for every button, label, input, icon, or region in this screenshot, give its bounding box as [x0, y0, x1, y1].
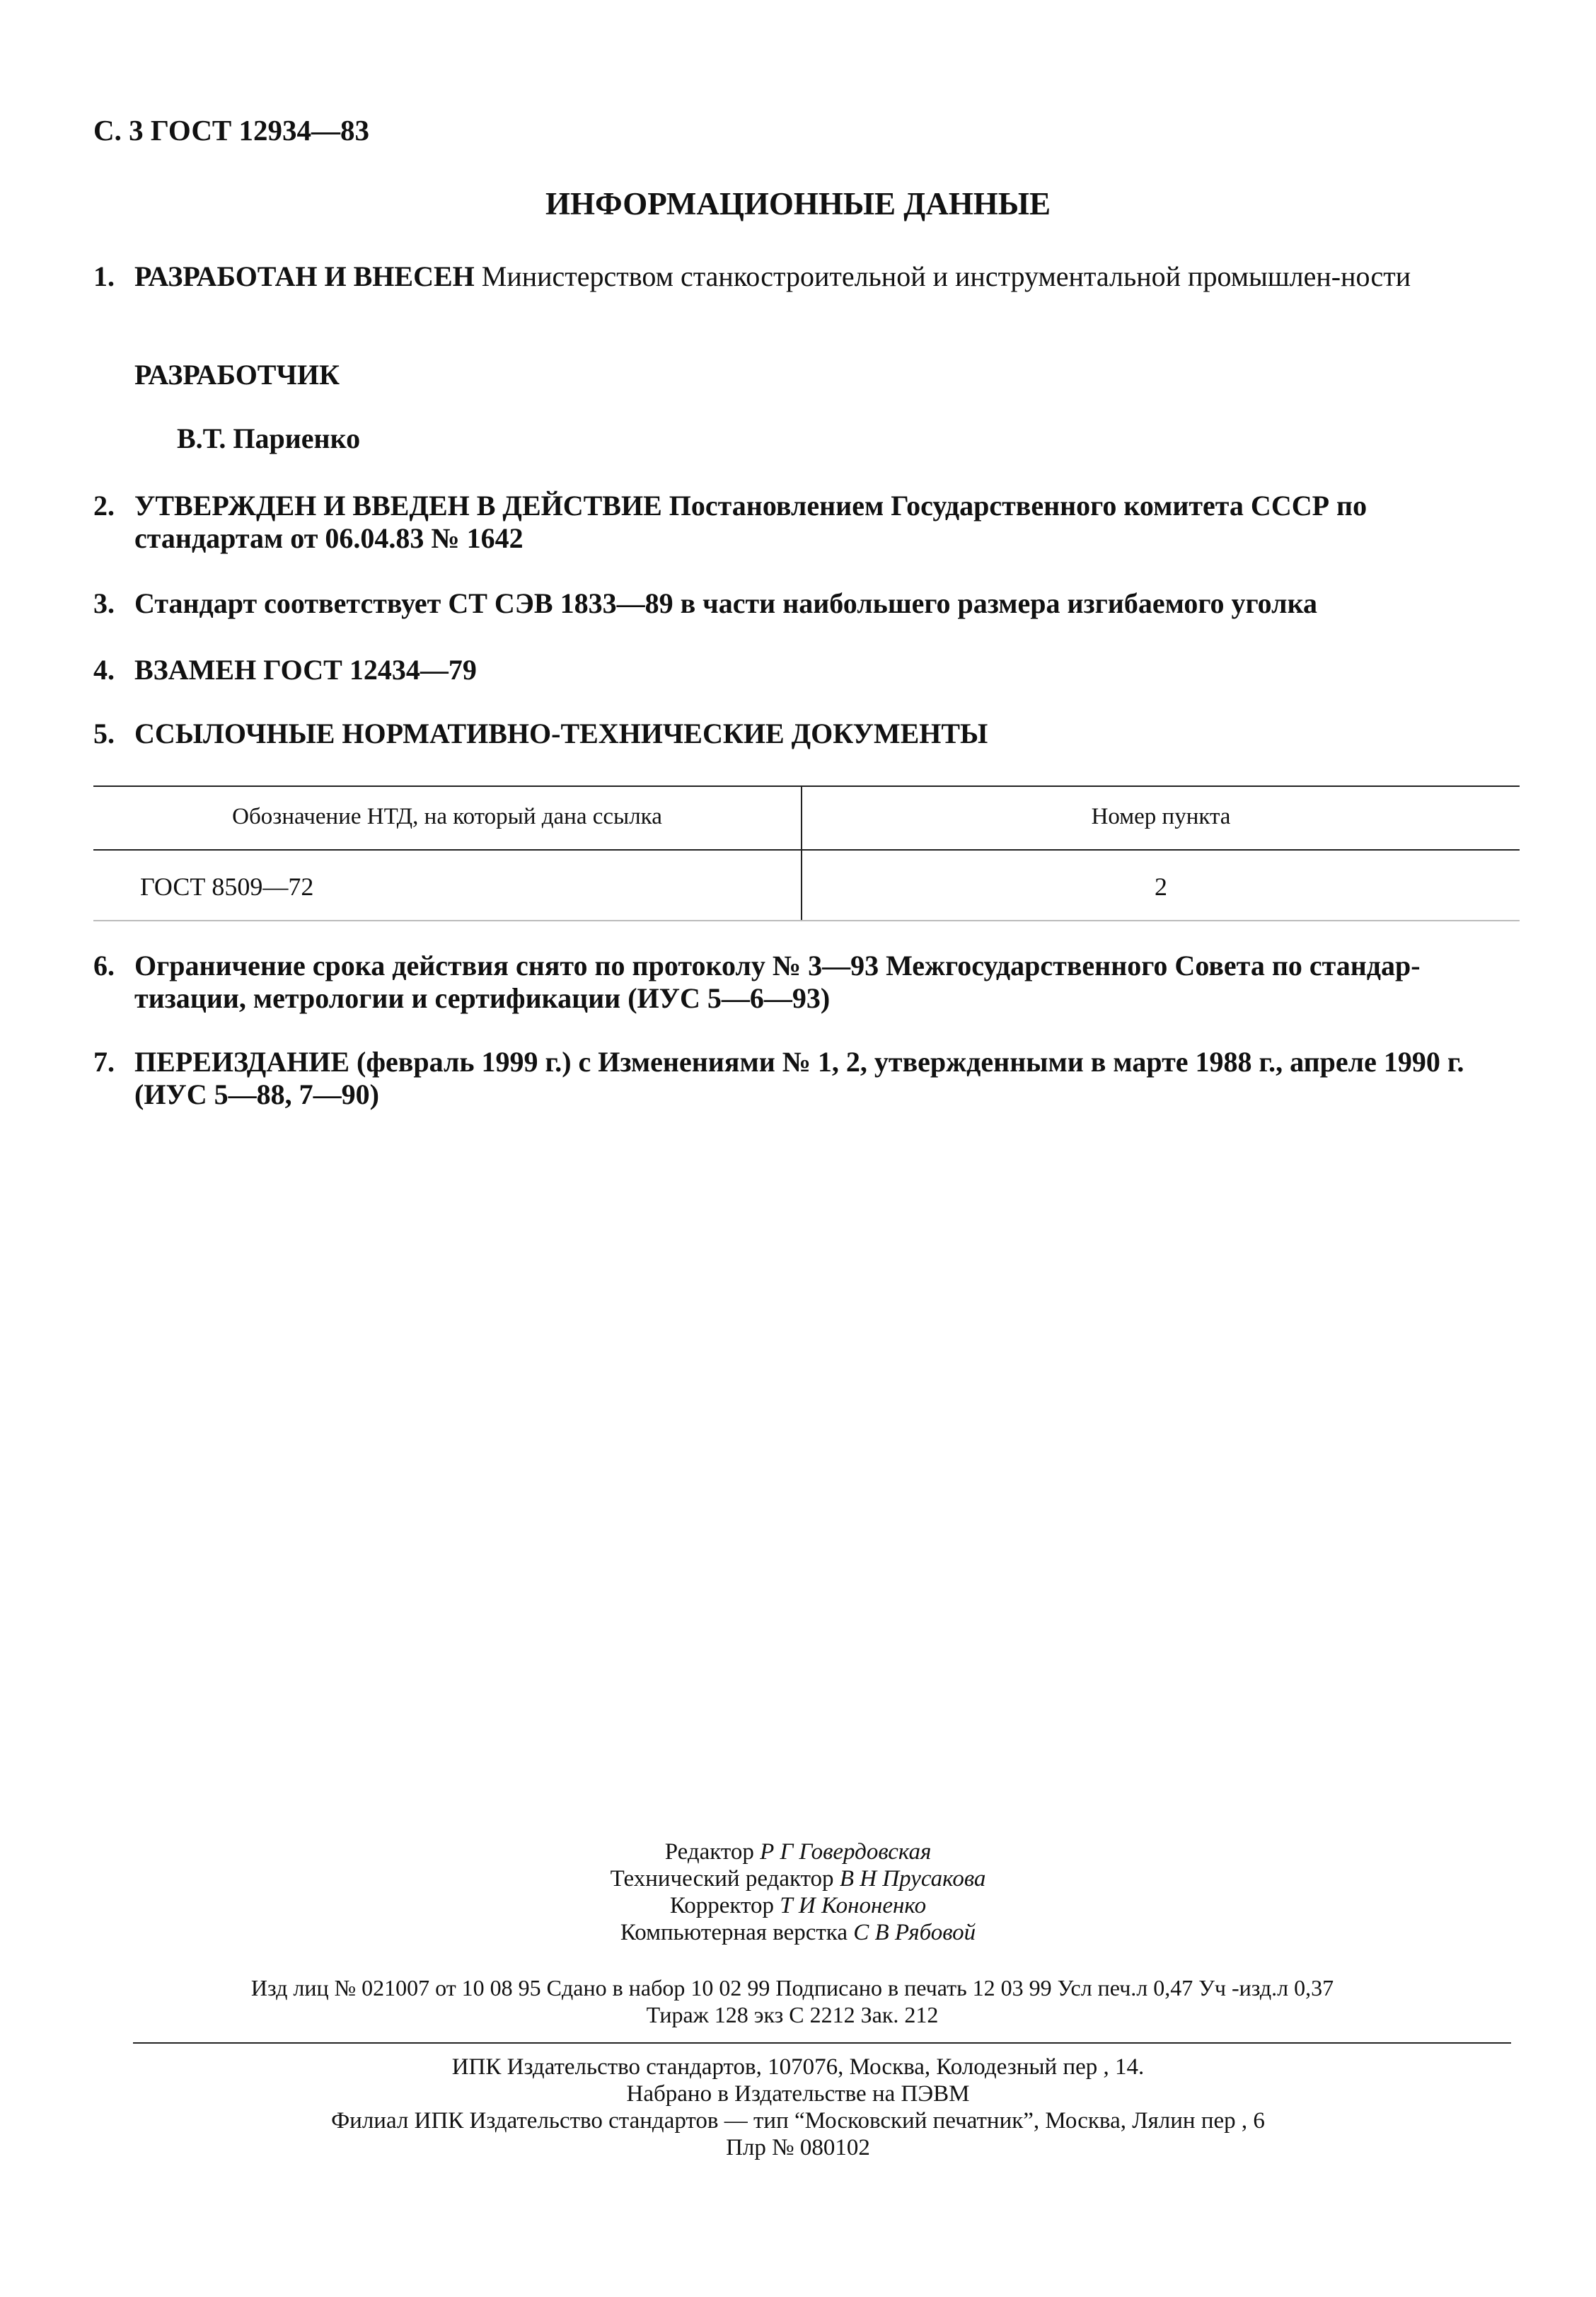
table-header-clause: Номер пункта — [1091, 804, 1231, 829]
item-text: (февраль 1999 г.) с Изменениями № 1, 2, утвержденными в марте 1988 г., апреле 1990 г. (ИУС 5—88, 7—90) — [134, 1046, 1464, 1110]
item-number: 7. — [93, 1046, 115, 1078]
info-item-4 — [93, 654, 1522, 686]
item-bold: ВЗАМЕН ГОСТ 12434—79 — [134, 654, 477, 686]
item-text: Ограничение срока действия снято по протоколу № 3—93 Межгосударственного Совета по стандар-тизации, метрологии и сертификации (ИУС 5—6—93) — [134, 950, 1421, 1014]
item-number: 3. — [93, 587, 115, 619]
table-header-designation: Обозначение НТД, на который дана ссылка — [232, 804, 662, 829]
publisher-line: Филиал ИПК Издательство стандартов — тип “Московский печатник”, Москва, Лялин пер , 6 — [331, 2108, 1265, 2134]
item-body — [134, 260, 1522, 293]
item-number: 5. — [93, 718, 115, 749]
table-cell-designation: ГОСТ 8509—72 — [140, 873, 314, 901]
table-header-rule — [93, 849, 1520, 851]
info-item-2 — [93, 490, 1522, 555]
credit-line — [0, 1865, 1596, 1892]
item-number: 2. — [93, 490, 115, 522]
developer-label: РАЗРАБОТЧИК — [134, 359, 340, 391]
credits-block — [0, 1838, 1596, 1946]
document-title: ИНФОРМАЦИОННЫЕ ДАННЫЕ — [545, 186, 1051, 221]
info-item-1 — [93, 260, 1522, 293]
credit-person: Т И Кононенко — [780, 1893, 927, 1918]
credit-line — [0, 1838, 1596, 1865]
page-header: С. 3 ГОСТ 12934—83 — [93, 114, 370, 146]
credit-role: Корректор — [669, 1893, 775, 1918]
credit-role: Технический редактор — [610, 1866, 834, 1892]
item-body — [134, 718, 1522, 750]
table-bottom-rule — [93, 920, 1520, 921]
publisher-line: Плр № 080102 — [726, 2135, 870, 2160]
item-number: 6. — [93, 950, 115, 981]
credit-person: С В Рябовой — [853, 1920, 976, 1945]
publisher-block — [0, 2054, 1596, 2161]
item-number: 1. — [93, 260, 115, 292]
item-body — [134, 950, 1522, 1015]
credit-role: Компьютерная верстка — [620, 1920, 848, 1945]
item-bold: ССЫЛОЧНЫЕ НОРМАТИВНО-ТЕХНИЧЕСКИЕ ДОКУМЕНТЫ — [134, 718, 988, 749]
footer-rule — [133, 2042, 1511, 2044]
publisher-line: Набрано в Издательстве на ПЭВМ — [626, 2081, 970, 2107]
credit-line — [0, 1892, 1596, 1919]
info-item-3 — [93, 587, 1522, 620]
credit-person: Р Г Говердовская — [760, 1839, 932, 1865]
item-text: Министерством станкостроительной и инструментальной промышлен-ности — [474, 260, 1411, 292]
credit-line — [0, 1919, 1596, 1946]
imprint-line: Изд лиц № 021007 от 10 08 95 Сдано в набор 10 02 99 Подписано в печать 12 03 99 Усл печ.л 0,47 Уч -изд.л 0,37 — [250, 1975, 1334, 2000]
item-number: 4. — [93, 654, 115, 686]
item-text: Постановлением Государственного комитета СССР по стандартам от 06.04.83 № 1642 — [134, 490, 1367, 554]
table-top-rule — [93, 785, 1520, 787]
item-body — [134, 1046, 1522, 1111]
item-body — [134, 490, 1522, 555]
item-bold: РАЗРАБОТАН И ВНЕСЕН — [134, 260, 475, 292]
publisher-line: ИПК Издательство стандартов, 107076, Москва, Колодезный пер , 14. — [451, 2054, 1145, 2080]
info-item-7 — [93, 1046, 1522, 1111]
developer-name: В.Т. Париенко — [177, 422, 361, 454]
item-text: Стандарт соответствует СТ СЭВ 1833—89 в части наибольшего размера изгибаемого уголка — [134, 587, 1318, 619]
table-cell-clause: 2 — [1155, 873, 1167, 901]
reference-table — [93, 785, 1520, 924]
info-item-6 — [93, 950, 1522, 1015]
item-body — [134, 587, 1522, 620]
info-item-5 — [93, 718, 1522, 750]
imprint-line: Тираж 128 экз С 2212 Зак. 212 — [646, 2002, 939, 2027]
credit-person: В Н Прусакова — [839, 1866, 986, 1892]
item-bold: УТВЕРЖДЕН И ВВЕДЕН В ДЕЙСТВИЕ — [134, 490, 662, 522]
item-bold: ПЕРЕИЗДАНИЕ — [134, 1046, 350, 1078]
item-body — [134, 654, 1522, 686]
credit-role: Редактор — [664, 1839, 754, 1865]
imprint-block — [134, 1974, 1450, 2028]
